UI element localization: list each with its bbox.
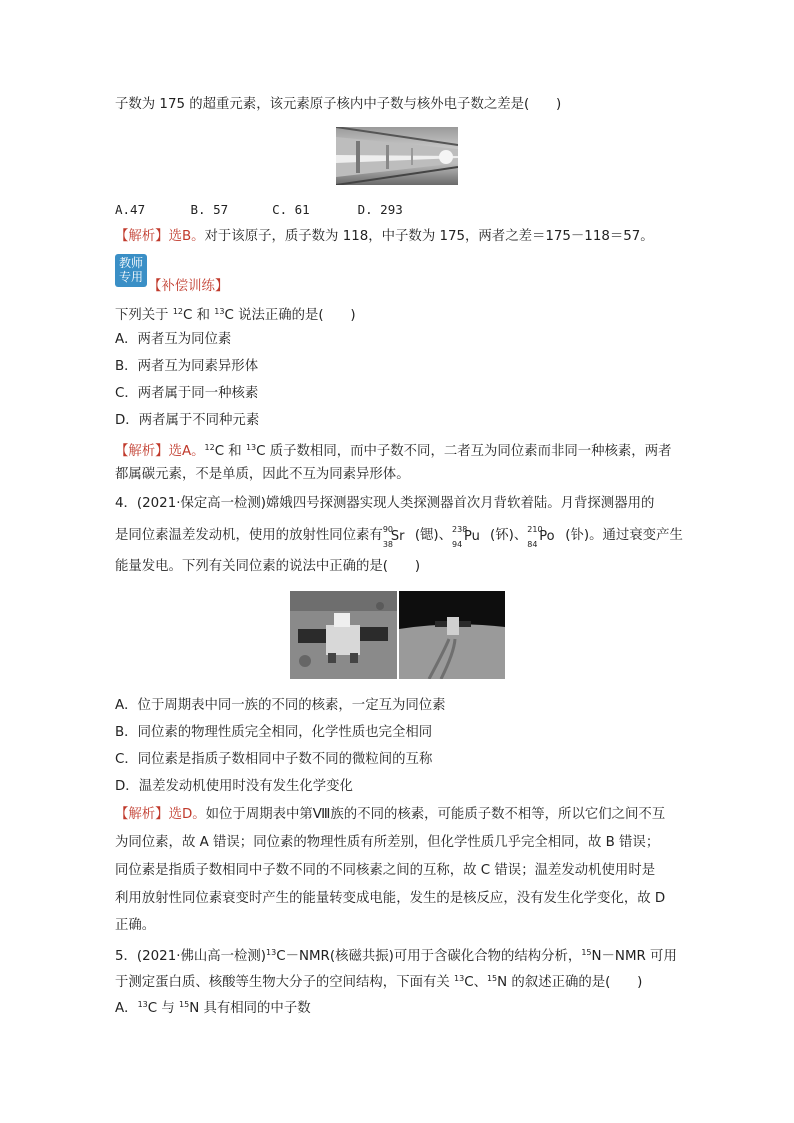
analysis-text: 对于该原子，质子数为 118，中子数为 175，两者之差＝175－118＝57。 (204, 229, 654, 244)
q4-stem-line2: 是同位素温差发动机，使用的放射性同位素有 90 38 Sr (锶)、 238 94 Pu (钚)、 210 84 Po (钋)。通过衰变产生 (115, 525, 683, 549)
q4-option-d: D．温差发动机使用时没有发生化学变化 (115, 779, 353, 794)
accelerator-photo (336, 127, 458, 185)
q4-option-b: B．同位素的物理性质完全相同，化学性质也完全相同 (115, 725, 433, 740)
analysis-tag: 【解析】 (115, 229, 169, 244)
q4-analysis-line2: 为同位素，故 A 错误；同位素的物理性质有所差别，但化学性质几乎完全相同，故 B 错误； (115, 835, 660, 850)
comp-analysis-line1: 【解析】选A。$^{12}$C 和 $^{13}$C 质子数相同，而中子数不同，二者互为同位素而非同一种核素，两者 (115, 443, 672, 459)
comp-stem: 下列关于 $^{12}$C 和 $^{13}$C 说法正确的是( ) (115, 307, 356, 323)
comp-option-d: D．两者属于不同种元素 (115, 413, 260, 428)
compensation-tag-text: 【补偿训练】 (148, 279, 229, 294)
q3-stem (115, 96, 561, 114)
analysis-choice: 选B。 (168, 229, 205, 244)
teacher-only-badge (115, 254, 147, 287)
badge-line1: 教师 (118, 256, 143, 270)
accelerator-tunnel-image (336, 127, 458, 185)
q4-stem-line3: 能量发电。下列有关同位素的说法中正确的是( ) (115, 559, 421, 574)
q4-option-c: C．同位素是指质子数相同中子数不同的微粒间的互称 (115, 752, 433, 767)
comp-analysis-line2: 都属碳元素，不是单质，因此不互为同素异形体。 (115, 467, 410, 482)
lunar-rover-photo-left (290, 591, 397, 679)
q4-stem-line1: 4．(2021·保定高一检测)嫦娥四号探测器实现人类探测器首次月背软着陆。月背探测器用的 (115, 496, 655, 511)
q4-analysis-line1: 【解析】选D。如位于周期表中第Ⅷ族的不同的核素，可能质子数不相等，所以它们之间不互 (115, 807, 666, 822)
analysis-tag: 【解析】 (115, 444, 169, 459)
q3-options (115, 201, 403, 219)
nuclide-sr: 90 38 Sr (382, 525, 405, 549)
q3-option-a: A.47 (115, 202, 146, 217)
nuclide-po: 210 84 Po (527, 525, 555, 549)
q3-stem-text: 子数为 175 的超重元素，该元素原子核内中子数与核外电子数之差是( ) (115, 97, 562, 112)
comp-option-c: C．两者属于同一种核素 (115, 386, 259, 401)
lunar-rover-photo-right (399, 591, 505, 679)
analysis-choice: 选A。 (168, 444, 205, 459)
q5-stem-line2: 于测定蛋白质、核酸等生物大分子的空间结构，下面有关 $^{13}$C、$^{15}$N 的叙述正确的是( ) (115, 974, 643, 990)
q3-option-c: C. 61 (272, 202, 310, 217)
q4-analysis-line5: 正确。 (115, 918, 156, 933)
q3-option-b: B. 57 (190, 202, 229, 217)
compensation-training-tag (148, 278, 228, 296)
q4-option-a: A．位于周期表中同一族的不同的核素，一定互为同位素 (115, 698, 446, 713)
badge-line2: 专用 (118, 270, 143, 284)
q5-option-a: A．$^{13}$C 与 $^{15}$N 具有相同的中子数 (115, 1000, 311, 1016)
q3-analysis (115, 228, 654, 246)
analysis-choice: 选D。 (168, 807, 206, 822)
q4-analysis-line4: 利用放射性同位素衰变时产生的能量转变成电能，发生的是核反应，没有发生化学变化，故 D (115, 891, 666, 906)
q5-stem-line1: 5．(2021·佛山高一检测)$^{13}$C－NMR(核磁共振)可用于含碳化合物的结构分析，$^{15}$N－NMR 可用 (115, 948, 677, 964)
q3-option-d: D. 293 (357, 202, 403, 217)
comp-option-b: B．两者互为同素异形体 (115, 359, 259, 374)
q4-analysis-line3: 同位素是指质子数相同中子数不同的不同核素之间的互称，故 C 错误；温差发动机使用时是 (115, 863, 656, 878)
nuclide-pu: 238 94 Pu (452, 525, 480, 549)
analysis-tag: 【解析】 (115, 807, 169, 822)
comp-option-a: A．两者互为同位素 (115, 332, 232, 347)
